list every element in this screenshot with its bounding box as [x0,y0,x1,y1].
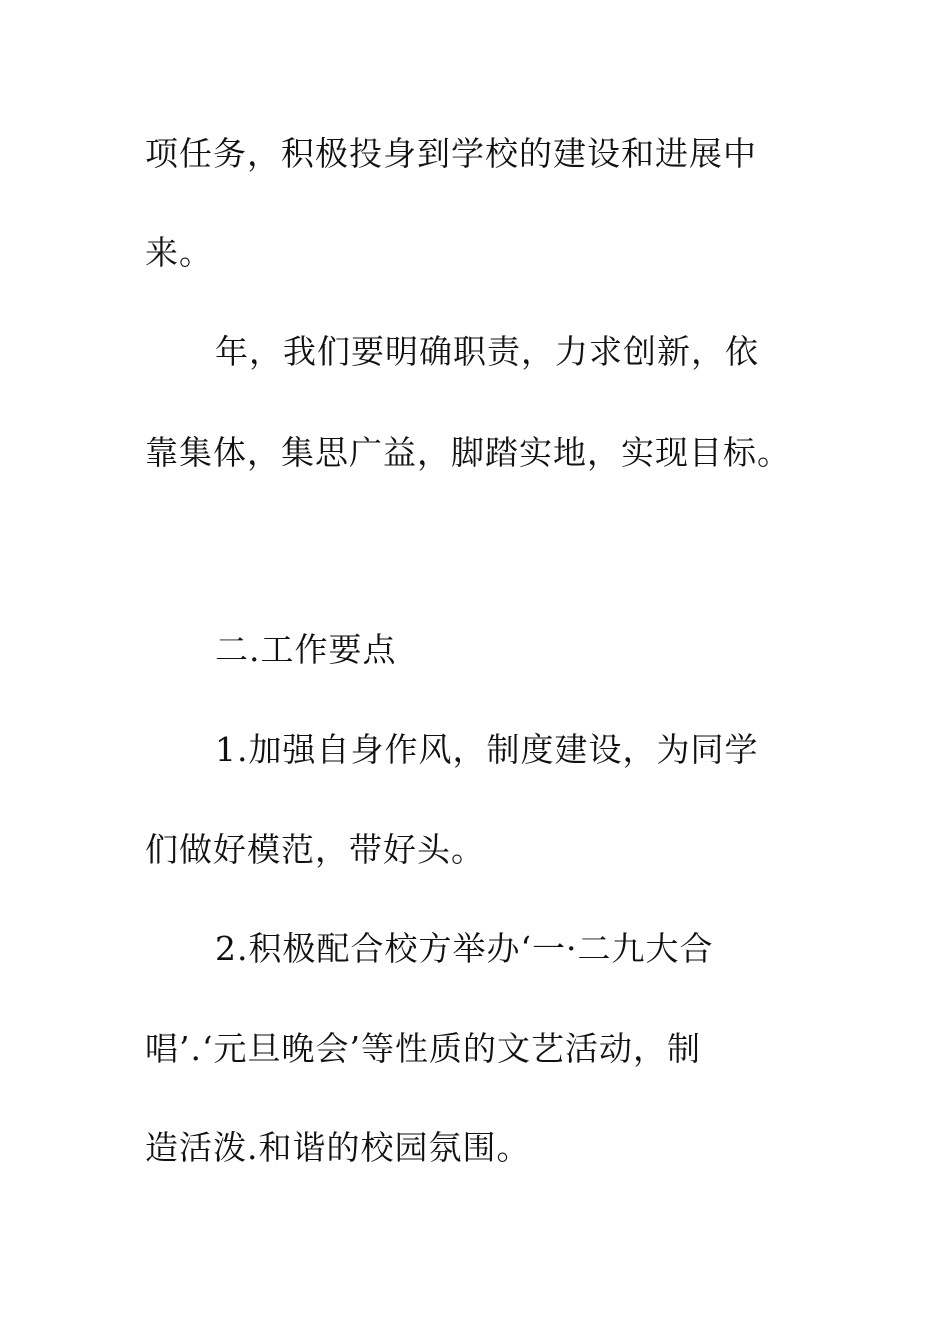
paragraph-line: 年，我们要明确职责，力求创新，依 [215,332,759,371]
list-item-line: 1.加强自身作风，制度建设，为同学 [215,730,759,769]
list-item-line: 们做好模范，带好头。 [145,830,485,869]
paragraph-line: 来。 [145,233,213,272]
list-item-line: 2.积极配合校方举办‘一·二九大合 [215,929,714,968]
list-item-line: 造活泼.和谐的校园氛围。 [145,1128,531,1167]
section-heading: 二.工作要点 [215,630,397,669]
paragraph-line: 项任务，积极投身到学校的建设和进展中 [145,134,757,173]
list-item-line: 唱’.‘元旦晚会’等性质的文艺活动，制 [145,1029,701,1068]
paragraph-line: 靠集体，集思广益，脚踏实地，实现目标。 [145,433,791,472]
